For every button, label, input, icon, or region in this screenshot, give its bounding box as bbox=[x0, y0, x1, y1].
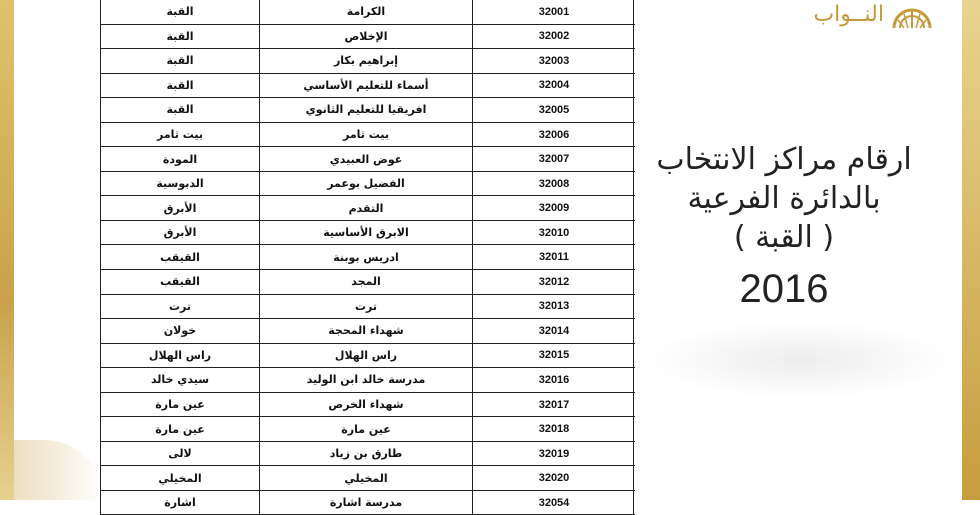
center-number-cell: 32018 bbox=[473, 417, 636, 442]
table-row bbox=[101, 98, 635, 123]
center-number-cell: 32003 bbox=[473, 49, 636, 74]
table-row bbox=[101, 171, 635, 196]
center-name-cell: التقدم bbox=[260, 196, 473, 221]
area-cell: سيدي خالد bbox=[101, 368, 260, 393]
area-cell: القبة bbox=[101, 73, 260, 98]
table-row bbox=[101, 0, 635, 24]
area-cell: القبة bbox=[101, 0, 260, 24]
table-row bbox=[101, 441, 635, 466]
polling-centers-table bbox=[100, 0, 634, 515]
area-cell: القيقب bbox=[101, 270, 260, 295]
center-name-cell: الابرق الأساسية bbox=[260, 220, 473, 245]
center-name-cell: عين مارة bbox=[260, 417, 473, 442]
table-row bbox=[101, 466, 635, 491]
center-number-cell: 32014 bbox=[473, 319, 636, 344]
center-name-cell: إبراهيم بكار bbox=[260, 49, 473, 74]
center-name-cell: افريقيا للتعليم الثانوي bbox=[260, 98, 473, 123]
center-name-cell: مدرسة اشارة bbox=[260, 490, 473, 515]
center-name-cell: أسماء للتعليم الأساسي bbox=[260, 73, 473, 98]
table-row bbox=[101, 490, 635, 515]
parliament-dome-icon bbox=[890, 0, 934, 30]
area-cell: عين مارة bbox=[101, 417, 260, 442]
area-cell: راس الهلال bbox=[101, 343, 260, 368]
center-name-cell: الكرامة bbox=[260, 0, 473, 24]
table-row bbox=[101, 319, 635, 344]
table-row bbox=[101, 270, 635, 295]
center-number-cell: 32054 bbox=[473, 490, 636, 515]
center-number-cell: 32005 bbox=[473, 98, 636, 123]
area-cell: الأبرق bbox=[101, 220, 260, 245]
decorative-wave bbox=[14, 440, 104, 500]
center-name-cell: المخيلي bbox=[260, 466, 473, 491]
area-cell: القبة bbox=[101, 98, 260, 123]
area-cell: عين مارة bbox=[101, 392, 260, 417]
area-cell: القبة bbox=[101, 24, 260, 49]
center-name-cell: الفضيل بوعمر bbox=[260, 171, 473, 196]
area-cell: خولان bbox=[101, 319, 260, 344]
center-number-cell: 32017 bbox=[473, 392, 636, 417]
center-number-cell: 32020 bbox=[473, 466, 636, 491]
table-row bbox=[101, 368, 635, 393]
center-number-cell: 32008 bbox=[473, 171, 636, 196]
center-number-cell: 32001 bbox=[473, 0, 636, 24]
area-cell: اشارة bbox=[101, 490, 260, 515]
left-gold-border bbox=[0, 0, 14, 500]
table-row bbox=[101, 392, 635, 417]
center-number-cell: 32002 bbox=[473, 24, 636, 49]
center-name-cell: مدرسة خالد ابن الوليد bbox=[260, 368, 473, 393]
center-name-cell: ادريس بوبنة bbox=[260, 245, 473, 270]
center-number-cell: 32012 bbox=[473, 270, 636, 295]
center-number-cell: 32019 bbox=[473, 441, 636, 466]
center-name-cell: بيت ثامر bbox=[260, 122, 473, 147]
center-name-cell: عوض العبيدي bbox=[260, 147, 473, 172]
center-number-cell: 32004 bbox=[473, 73, 636, 98]
area-cell: المخيلي bbox=[101, 466, 260, 491]
center-name-cell: ترت bbox=[260, 294, 473, 319]
right-gold-border bbox=[962, 0, 980, 500]
area-cell: القيقب bbox=[101, 245, 260, 270]
center-name-cell: الإخلاص bbox=[260, 24, 473, 49]
heading-year: 2016 bbox=[739, 267, 829, 311]
area-cell: الأبرق bbox=[101, 196, 260, 221]
center-number-cell: 32015 bbox=[473, 343, 636, 368]
center-name-cell: طارق بن زياد bbox=[260, 441, 473, 466]
center-name-cell: المجد bbox=[260, 270, 473, 295]
brand-logo bbox=[813, 0, 934, 30]
table-row bbox=[101, 49, 635, 74]
table-row bbox=[101, 417, 635, 442]
area-cell: بيت ثامر bbox=[101, 122, 260, 147]
table-row bbox=[101, 147, 635, 172]
center-number-cell: 32007 bbox=[473, 147, 636, 172]
table-row bbox=[101, 73, 635, 98]
background-shadow bbox=[640, 320, 960, 400]
area-cell: المودة bbox=[101, 147, 260, 172]
center-name-cell: شهداء الخرص bbox=[260, 392, 473, 417]
table-row bbox=[101, 220, 635, 245]
center-number-cell: 32006 bbox=[473, 122, 636, 147]
area-cell: ترت bbox=[101, 294, 260, 319]
heading-line-3: ( القبة ) bbox=[733, 220, 835, 255]
center-number-cell: 32013 bbox=[473, 294, 636, 319]
table-row bbox=[101, 122, 635, 147]
table-row bbox=[101, 245, 635, 270]
area-cell: لالى bbox=[101, 441, 260, 466]
page-heading bbox=[634, 140, 934, 313]
heading-line-2: بالدائرة الفرعية bbox=[687, 181, 881, 216]
area-cell: القبة bbox=[101, 49, 260, 74]
table-row bbox=[101, 196, 635, 221]
center-name-cell: شهداء المحجة bbox=[260, 319, 473, 344]
center-number-cell: 32009 bbox=[473, 196, 636, 221]
area-cell: الدبوسية bbox=[101, 171, 260, 196]
center-name-cell: راس الهلال bbox=[260, 343, 473, 368]
heading-line-1: ارقام مراكز الانتخاب bbox=[656, 142, 912, 177]
table-row bbox=[101, 24, 635, 49]
center-number-cell: 32016 bbox=[473, 368, 636, 393]
table-row bbox=[101, 294, 635, 319]
brand-name: النــواب bbox=[813, 2, 884, 27]
center-number-cell: 32011 bbox=[473, 245, 636, 270]
table-row bbox=[101, 343, 635, 368]
center-number-cell: 32010 bbox=[473, 220, 636, 245]
